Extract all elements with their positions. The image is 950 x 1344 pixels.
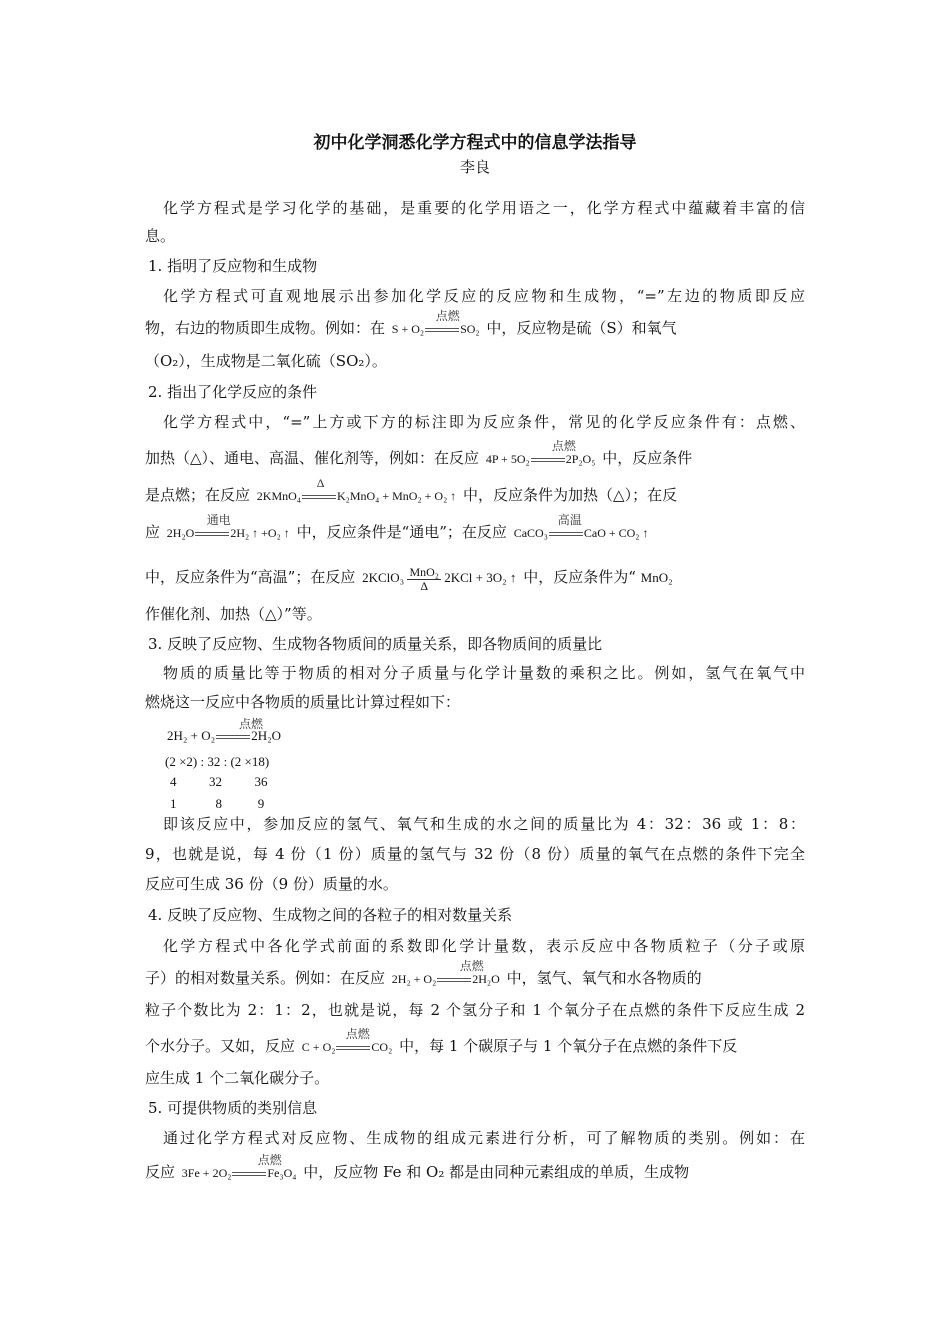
eq-left: 2H₂ + O₂ — [391, 972, 437, 986]
paragraph-line: 粒子个数比为 2：1：2，也就是说，每 2 个氢分子和 1 个氧分子在点燃的条件下反应生成 2 — [145, 1001, 805, 1019]
text-run: 中，氢气、氧气和水各物质的 — [506, 969, 702, 987]
text-run: 子）的相对数量关系。例如：在反应 — [145, 969, 386, 987]
eq-sign — [336, 1046, 370, 1050]
eq-left: C + O₂ — [301, 1040, 336, 1054]
eq-left: 2H₂O — [166, 526, 195, 540]
equation-h2-o2-inline — [391, 959, 500, 989]
paragraph-line: （O₂），生成物是二氧化硫（SO₂）。 — [145, 352, 387, 370]
text-run: 中，反应条件为加热（△）；在反 — [463, 486, 678, 504]
eq-sign — [232, 1172, 266, 1176]
equation-s-o2 — [391, 309, 480, 339]
equation-h2-o2 — [167, 717, 281, 744]
section-heading-3: 3. 反映了反应物、生成物各物质间的质量关系，即各物质间的质量比 — [148, 635, 603, 653]
eq-condition: 点燃 — [459, 959, 484, 973]
paragraph-line: 9，也就是说，每 4 份（1 份）质量的氢气与 32 份（8 份）质量的氧气在点燃的条件下完全 — [145, 845, 805, 863]
eq-catalyst: MnO₂ — [409, 565, 439, 579]
text-run: 是点燃；在反应 — [145, 486, 251, 504]
text-run: 中，反应物 Fe 和 O₂ 都是由同种元素组成的单质，生成物 — [303, 1163, 690, 1181]
section-heading-4: 4. 反映了反应物、生成物之间的各粒子的相对数量关系 — [148, 906, 513, 924]
paragraph-line — [145, 476, 678, 506]
paragraph-line — [145, 309, 677, 339]
eq-right: K₂MnO₄ + MnO₂ + O₂ ↑ — [336, 489, 457, 503]
eq-right: Fe₃O₄ — [267, 1166, 297, 1180]
paragraph-line — [145, 959, 702, 989]
paragraph-line — [145, 1153, 690, 1183]
eq-right: 2KCl + 3O₂ ↑ — [444, 569, 517, 585]
equation-h2o-elec — [166, 513, 290, 543]
eq-left: 2KClO₃ — [362, 569, 405, 585]
text-run: 应 — [145, 523, 161, 541]
eq-left: 3Fe + 2O₂ — [181, 1166, 232, 1180]
text-run: 反应 — [145, 1163, 176, 1181]
paragraph-line: 化学方程式中，“=”上方或下方的标注即为反应条件，常见的化学反应条件有：点燃、 — [163, 413, 805, 431]
eq-sign — [425, 328, 459, 332]
paragraph-line: 作催化剂、加热（△）”等。 — [145, 605, 322, 623]
page-title: 初中化学洞悉化学方程式中的信息学法指导 — [313, 133, 637, 153]
equation-fe-o2 — [181, 1153, 297, 1183]
section-heading-1: 1. 指明了反应物和生成物 — [148, 257, 318, 275]
author-name: 李良 — [459, 158, 490, 176]
eq-condition: Δ — [316, 476, 325, 490]
paragraph-line — [145, 513, 651, 543]
equation-p-o2 — [485, 439, 596, 469]
eq-condition: 点燃 — [345, 1027, 370, 1041]
eq-condition: 高温 — [557, 513, 582, 527]
section-heading-5: 5. 可提供物质的类别信息 — [148, 1099, 318, 1117]
equation-kclo3 — [362, 565, 516, 593]
text-run: 中，反应条件为“高温”；在反应 — [145, 567, 356, 586]
text-run: 物，右边的物质即生成物。例如：在 — [145, 319, 386, 337]
eq-right: 2H₂ ↑ +O₂ ↑ — [230, 526, 290, 540]
eq-left: 2KMnO₄ — [256, 489, 301, 503]
eq-condition: 通电 — [206, 513, 231, 527]
eq-left: S + O₂ — [391, 322, 425, 336]
eq-right: 2H₂O — [472, 972, 500, 986]
calc-row-masses: (2 ×2) : 32 : (2 ×18) — [165, 754, 270, 769]
calc-row-ratio: 1 8 9 — [170, 796, 265, 811]
eq-left: 2H₂ + O₂ — [167, 728, 216, 743]
eq-sign — [549, 532, 583, 536]
eq-condition: 点燃 — [257, 1153, 282, 1167]
eq-sign — [195, 532, 229, 536]
eq-condition: Δ — [420, 579, 429, 593]
eq-sign — [437, 978, 471, 982]
equation-c-o2 — [301, 1027, 393, 1057]
eq-right: 2P₂O₅ — [565, 452, 596, 466]
paragraph-line: 化学方程式可直观地展示出参加化学反应的反应物和生成物，“=”左边的物质即反应 — [163, 287, 805, 305]
eq-catalyst-fraction — [407, 565, 441, 593]
eq-condition: 点燃 — [239, 717, 264, 731]
eq-left: 4P + 5O₂ — [485, 452, 530, 466]
paragraph-line: 化学方程式是学习化学的基础，是重要的化学用语之一，化学方程式中蕴藏着丰富的信 — [163, 199, 805, 217]
equation-kmno4 — [256, 476, 457, 506]
paragraph-line: 应生成 1 个二氧化碳分子。 — [145, 1069, 330, 1087]
paragraph-line: 燃烧这一反应中各物质的质量比计算过程如下： — [145, 693, 461, 711]
calc-row-equation — [165, 717, 283, 744]
eq-right: SO₂ — [460, 322, 480, 336]
text-run: 个水分子。又如，反应 — [145, 1037, 296, 1055]
eq-right: CaO + CO₂ ↑ — [583, 526, 649, 540]
paragraph-line: 物质的质量比等于物质的相对分子质量与化学计量数的乘积之比。例如，氢气在氧气中 — [163, 664, 805, 682]
paragraph-line — [145, 439, 693, 469]
text-run: 中，每 1 个碳原子与 1 个氧分子在点燃的条件下反 — [399, 1037, 738, 1055]
section-heading-2: 2. 指出了化学反应的条件 — [148, 383, 318, 401]
equation-caco3 — [513, 513, 649, 543]
paragraph-line — [145, 1027, 738, 1057]
paragraph-line: 化学方程式中各化学式前面的系数即化学计量数，表示反应中各物质粒子（分子或原 — [163, 937, 805, 955]
mno2-inline: MnO₂ — [640, 569, 673, 585]
text-run: 加热（△）、通电、高温、催化剂等，例如：在反应 — [145, 449, 480, 467]
calc-row-products: 4 32 36 — [170, 774, 268, 789]
eq-condition: 点燃 — [551, 439, 576, 453]
paragraph-line: 息。 — [145, 227, 176, 245]
eq-sign — [531, 458, 565, 462]
paragraph-line: 即该反应中，参加反应的氢气、氧气和生成的水之间的质量比为 4：32：36 或 1：8： — [163, 815, 805, 833]
eq-right: CO₂ — [371, 1040, 393, 1054]
paragraph-line — [145, 565, 673, 593]
eq-left: CaCO₃ — [513, 526, 548, 540]
eq-condition: 点燃 — [435, 309, 460, 323]
paragraph-line: 反应可生成 36 份（9 份）质量的水。 — [145, 875, 398, 893]
paragraph-line: 通过化学方程式对反应物、生成物的组成元素进行分析，可了解物质的类别。例如：在 — [163, 1129, 805, 1147]
text-run: 中，反应条件为“ — [523, 567, 636, 586]
text-run: 中，反应物是硫（S）和氧气 — [486, 319, 677, 337]
eq-sign — [302, 495, 336, 499]
eq-sign — [216, 735, 250, 739]
text-run: 中，反应条件是“通电”；在反应 — [296, 523, 507, 541]
text-run: 中，反应条件 — [602, 449, 693, 467]
eq-right: 2H₂O — [251, 728, 281, 743]
